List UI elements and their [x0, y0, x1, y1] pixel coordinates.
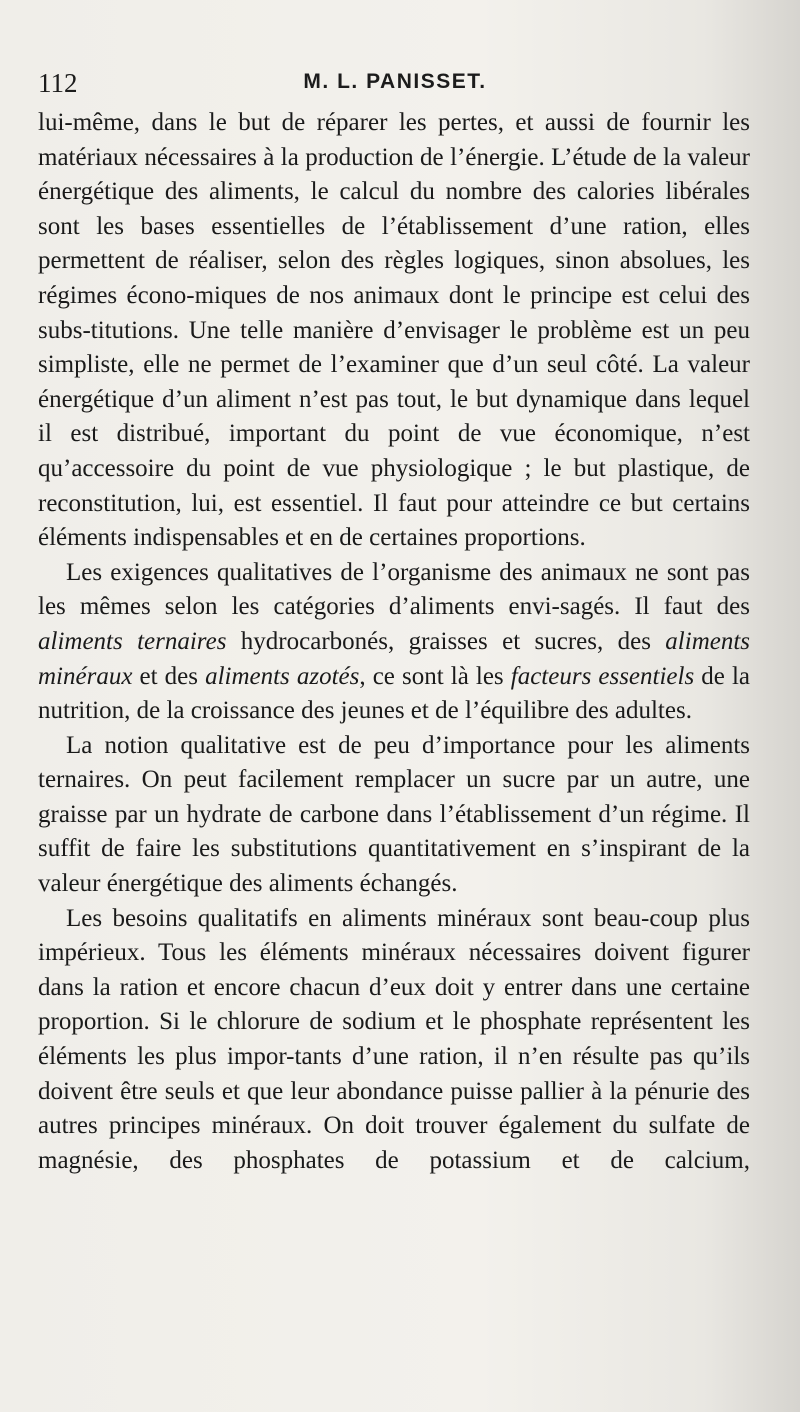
paragraph-2 — [38, 556, 750, 729]
page-header — [38, 66, 752, 102]
paragraph-2-italic-term: aliments ternaires — [38, 627, 227, 655]
paragraph-2-text: de la nutrition, de la croissance des jeunes et de l’équilibre des adultes. — [38, 662, 751, 725]
paragraph-2-text: , ce sont là les — [359, 662, 511, 690]
paragraph-3: La notion qualitative est de peu d’importance pour les aliments ternaires. On peut facilement remplacer un sucre par un autre, une graisse par un hydrate de carbone dans l’établissement d’un régime. Il suffit de faire les substitutions quantitativement en s’inspirant de la valeur énergétique des aliments échangés. — [38, 731, 750, 898]
body-text — [38, 106, 750, 1178]
paragraph-2-text: Les exigences qualitatives de l’organisme des animaux ne sont pas les mêmes selon les catégories d’aliments envi-sagés. Il faut des — [38, 558, 750, 621]
running-head: M. L. PANISSET. — [303, 70, 487, 93]
paragraph-2-italic-term: aliments minéraux — [38, 627, 751, 690]
paragraph-2-italic-term: aliments azotés — [205, 662, 360, 690]
page-number: 112 — [38, 68, 78, 98]
paragraph-1: lui-même, dans le but de réparer les pertes, et aussi de fournir les matériaux nécessaires à la production de l’énergie. L’étude de la valeur énergétique des aliments, le calcul du nombre des calories libérales sont les bases essentielles de l’établissement d’une ration, elles permettent de réaliser, selon des règles logiques, sinon absolues, les régimes écono-miques de nos animaux dont le principe est celui des subs-titutions. Une telle manière d’envisager le problème est un peu simpliste, elle ne permet de l’examiner que d’un seul côté. La valeur énergétique d’un aliment n’est pas tout, le but dynamique dans lequel il est distribué, important du point de vue économique, n’est qu’accessoire du point de vue physiologique ; le but plastique, de reconstitution, lui, est essentiel. Il faut pour atteindre ce but certains éléments indispensables et en de certaines proportions. — [38, 109, 750, 552]
paragraph-2-italic-term: facteurs essentiels — [510, 662, 695, 690]
paragraph-2-text: et des — [132, 662, 206, 690]
paragraph-4: Les besoins qualitatifs en aliments minéraux sont beau-coup plus impérieux. Tous les éléments minéraux nécessaires doivent figurer dans la ration et encore chacun d’eux doit y entrer dans une certaine proportion. Si le chlorure de sodium et le phosphate représentent les éléments les plus impor-tants d’une ration, il n’en résulte pas qu’ils doivent être seuls et que leur abondance puisse pallier à la pénurie des autres principes minéraux. On doit trouver également du sulfate de magnésie, des phosphates de potassium et de calcium, — [38, 904, 750, 1174]
paragraph-2-text: hydrocarbonés, graisses et sucres, des — [226, 627, 666, 655]
